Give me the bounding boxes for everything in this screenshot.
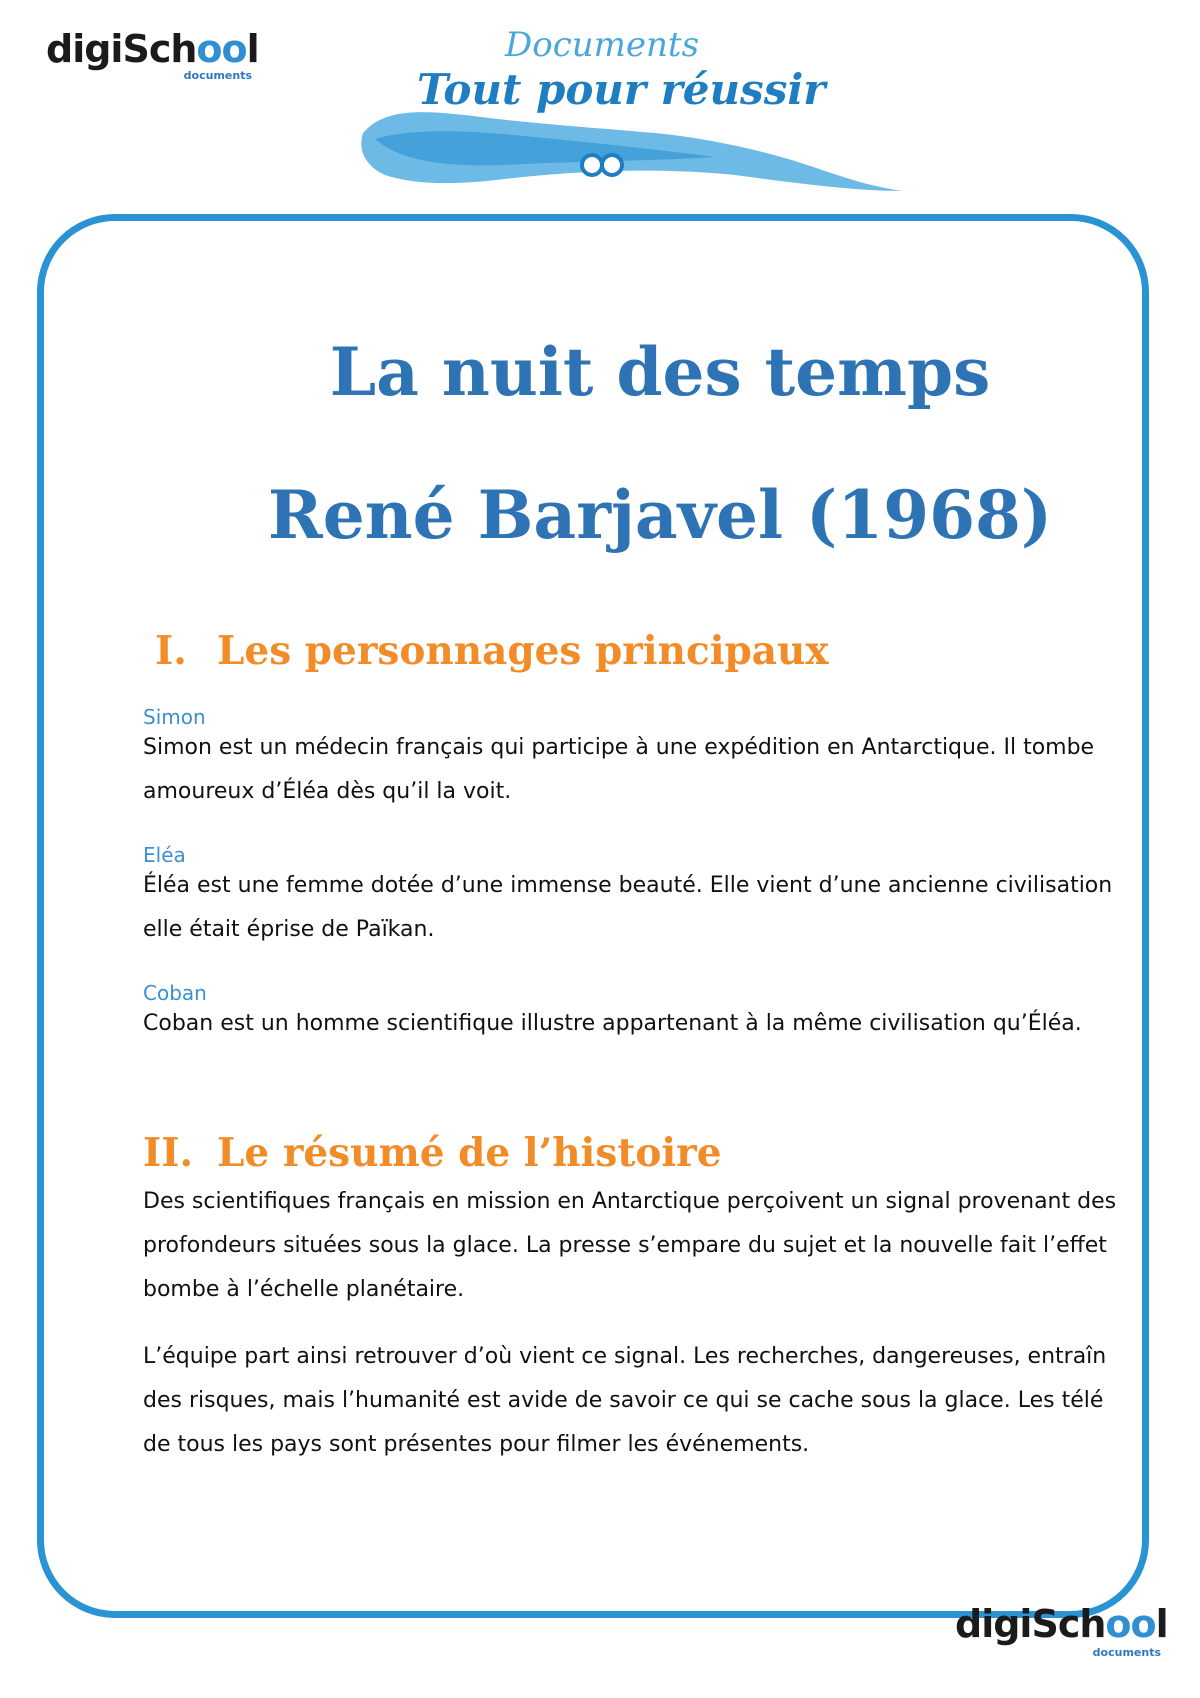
- logo-word-oo: oo: [196, 27, 247, 71]
- section-heading-1: [155, 628, 829, 674]
- glasses-right-icon: [602, 155, 622, 175]
- section-number: I.: [155, 628, 187, 674]
- section-title: Les personnages principaux: [217, 628, 829, 674]
- document-author: René Barjavel (1968): [267, 476, 1053, 554]
- text-line: Simon est un médecin français qui participe à une expédition en Antarctique. Il tombe: [143, 735, 1095, 760]
- banner-tagline: Tout pour réussir: [417, 65, 826, 114]
- text-line: amoureux d’Éléa dès qu’il la voit.: [143, 779, 512, 804]
- character-description-simon: [143, 726, 1094, 814]
- summary-paragraph-2: [143, 1335, 1106, 1467]
- section-title: Le résumé de l’histoire: [217, 1130, 722, 1176]
- section-number: II.: [143, 1130, 194, 1176]
- character-name-coban: Coban: [143, 981, 207, 1005]
- logo-wordmark: [46, 27, 259, 71]
- logo-wordmark: [955, 1602, 1168, 1646]
- text-line: profondeurs situées sous la glace. La presse s’empare du sujet et la nouvelle fait l’effet: [143, 1233, 1107, 1258]
- character-description-elea: [143, 864, 1112, 952]
- banner-top-text: Documents: [505, 25, 700, 65]
- digischool-logo-top: [46, 27, 259, 85]
- logo-word-end: l: [246, 27, 259, 71]
- text-line: Des scientifiques français en mission en Antarctique perçoivent un signal provenant des: [143, 1189, 1117, 1214]
- glasses-left-icon: [582, 155, 602, 175]
- character-name-elea: Eléa: [143, 843, 186, 867]
- logo-word-oo: oo: [1105, 1602, 1156, 1646]
- section-heading-2: [143, 1130, 722, 1176]
- character-description-coban: [143, 1002, 1082, 1046]
- logo-subtitle: documents: [183, 69, 252, 82]
- logo-word-start: digiSch: [955, 1602, 1106, 1646]
- text-line: des risques, mais l’humanité est avide de savoir ce qui se cache sous la glace. Les télé: [143, 1388, 1104, 1413]
- text-line: elle était éprise de Païkan.: [143, 917, 435, 942]
- text-line: Éléa est une femme dotée d’une immense beauté. Elle vient d’une ancienne civilisation: [143, 873, 1113, 898]
- digischool-logo-bottom: [955, 1602, 1168, 1665]
- text-line: bombe à l’échelle planétaire.: [143, 1277, 465, 1302]
- header-banner: [355, 15, 915, 195]
- logo-word-end: l: [1155, 1602, 1168, 1646]
- logo-word-start: digiSch: [46, 27, 197, 71]
- character-name-simon: Simon: [143, 705, 206, 729]
- logo-subtitle: documents: [1092, 1646, 1161, 1659]
- text-line: de tous les pays sont présentes pour filmer les événements.: [143, 1432, 810, 1457]
- text-line: L’équipe part ainsi retrouver d’où vient ce signal. Les recherches, dangereuses, entraîn: [143, 1344, 1107, 1369]
- summary-paragraph-1: [143, 1180, 1116, 1312]
- document-title: La nuit des temps: [329, 333, 991, 411]
- text-line: Coban est un homme scientifique illustre appartenant à la même civilisation qu’Éléa.: [143, 1011, 1082, 1036]
